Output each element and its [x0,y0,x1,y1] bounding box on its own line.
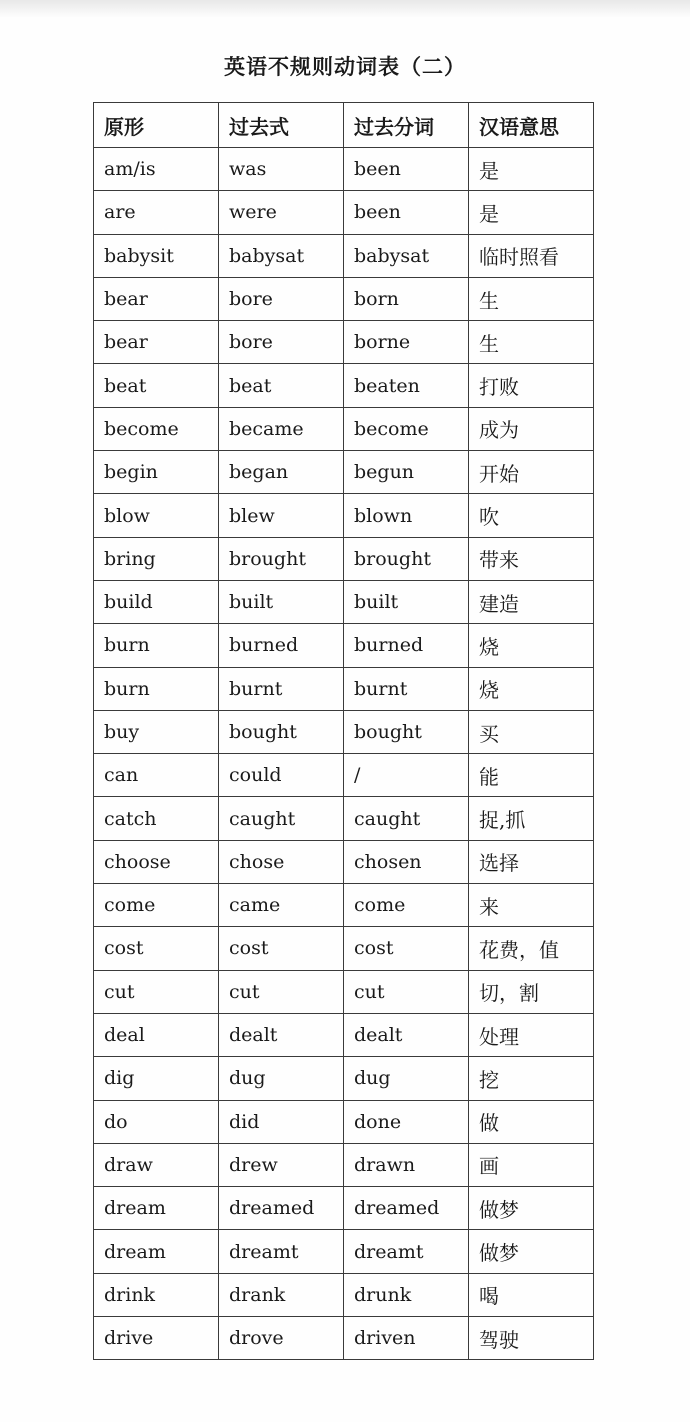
past-tense-cell: dreamed [219,1187,344,1230]
base-form-cell: begin [94,451,219,494]
past-tense-cell: drew [219,1143,344,1186]
past-participle-cell: caught [344,797,469,840]
chinese-meaning-cell: 做梦 [469,1187,594,1230]
base-form-cell: blow [94,494,219,537]
past-participle-cell: burned [344,624,469,667]
chinese-meaning-cell: 临时照看 [469,234,594,277]
chinese-meaning-cell: 来 [469,884,594,927]
past-tense-cell: blew [219,494,344,537]
table-row [94,1057,594,1100]
past-participle-cell: dealt [344,1013,469,1056]
table-row [94,1273,594,1316]
past-tense-cell: dreamt [219,1230,344,1273]
chinese-meaning-cell: 处理 [469,1013,594,1056]
header-row [94,103,594,148]
past-participle-cell: chosen [344,840,469,883]
chinese-meaning-cell: 画 [469,1143,594,1186]
base-form-cell: draw [94,1143,219,1186]
chinese-meaning-cell: 做 [469,1100,594,1143]
table-row [94,537,594,580]
past-participle-cell: borne [344,321,469,364]
base-form-cell: am/is [94,148,219,191]
chinese-meaning-cell: 做梦 [469,1230,594,1273]
past-tense-cell: built [219,580,344,623]
page-title: 英语不规则动词表（二） [224,54,466,79]
table-row [94,407,594,450]
chinese-meaning-cell: 是 [469,148,594,191]
chinese-meaning-cell: 切，割 [469,970,594,1013]
base-form-cell: beat [94,364,219,407]
header-base-form: 原形 [94,103,219,148]
chinese-meaning-cell: 驾驶 [469,1317,594,1360]
table-row [94,1317,594,1360]
table-row [94,148,594,191]
table-body [94,148,594,1360]
past-tense-cell: began [219,451,344,494]
chinese-meaning-cell: 喝 [469,1273,594,1316]
base-form-cell: dream [94,1187,219,1230]
table-row [94,1143,594,1186]
base-form-cell: come [94,884,219,927]
base-form-cell: buy [94,710,219,753]
past-participle-cell: been [344,191,469,234]
table-row [94,710,594,753]
past-participle-cell: dreamed [344,1187,469,1230]
table-row [94,277,594,320]
chinese-meaning-cell: 烧 [469,624,594,667]
past-participle-cell: brought [344,537,469,580]
base-form-cell: bring [94,537,219,580]
base-form-cell: cut [94,970,219,1013]
table-row [94,624,594,667]
base-form-cell: are [94,191,219,234]
past-participle-cell: dug [344,1057,469,1100]
chinese-meaning-cell: 生 [469,321,594,364]
past-participle-cell: begun [344,451,469,494]
base-form-cell: deal [94,1013,219,1056]
past-tense-cell: dug [219,1057,344,1100]
past-participle-cell: beaten [344,364,469,407]
base-form-cell: burn [94,667,219,710]
base-form-cell: choose [94,840,219,883]
chinese-meaning-cell: 打败 [469,364,594,407]
past-tense-cell: drove [219,1317,344,1360]
chinese-meaning-cell: 买 [469,710,594,753]
base-form-cell: do [94,1100,219,1143]
past-tense-cell: burnt [219,667,344,710]
chinese-meaning-cell: 是 [469,191,594,234]
chinese-meaning-cell: 能 [469,754,594,797]
base-form-cell: become [94,407,219,450]
chinese-meaning-cell: 建造 [469,580,594,623]
past-tense-cell: burned [219,624,344,667]
base-form-cell: bear [94,277,219,320]
table-row [94,234,594,277]
chinese-meaning-cell: 带来 [469,537,594,580]
past-participle-cell: dreamt [344,1230,469,1273]
chinese-meaning-cell: 捉,抓 [469,797,594,840]
past-tense-cell: chose [219,840,344,883]
table-row [94,927,594,970]
table-row [94,451,594,494]
past-tense-cell: cut [219,970,344,1013]
table-row [94,580,594,623]
past-tense-cell: beat [219,364,344,407]
past-participle-cell: come [344,884,469,927]
base-form-cell: babysit [94,234,219,277]
table-row [94,884,594,927]
chinese-meaning-cell: 生 [469,277,594,320]
chinese-meaning-cell: 吹 [469,494,594,537]
table-row [94,191,594,234]
past-tense-cell: caught [219,797,344,840]
past-tense-cell: could [219,754,344,797]
past-participle-cell: been [344,148,469,191]
base-form-cell: build [94,580,219,623]
past-participle-cell: driven [344,1317,469,1360]
base-form-cell: drink [94,1273,219,1316]
table-row [94,321,594,364]
past-participle-cell: / [344,754,469,797]
header-past-participle: 过去分词 [344,103,469,148]
past-tense-cell: became [219,407,344,450]
past-tense-cell: bore [219,321,344,364]
past-participle-cell: blown [344,494,469,537]
past-participle-cell: bought [344,710,469,753]
past-tense-cell: drank [219,1273,344,1316]
past-participle-cell: drawn [344,1143,469,1186]
table-row [94,754,594,797]
base-form-cell: dig [94,1057,219,1100]
table-row [94,364,594,407]
header-past-tense: 过去式 [219,103,344,148]
base-form-cell: bear [94,321,219,364]
table-row [94,1013,594,1056]
chinese-meaning-cell: 烧 [469,667,594,710]
table-row [94,1230,594,1273]
table-row [94,1187,594,1230]
past-participle-cell: drunk [344,1273,469,1316]
past-participle-cell: done [344,1100,469,1143]
past-participle-cell: become [344,407,469,450]
past-tense-cell: were [219,191,344,234]
table-row [94,494,594,537]
past-tense-cell: bore [219,277,344,320]
base-form-cell: burn [94,624,219,667]
top-shadow [0,0,690,18]
past-tense-cell: babysat [219,234,344,277]
chinese-meaning-cell: 选择 [469,840,594,883]
base-form-cell: drive [94,1317,219,1360]
past-tense-cell: dealt [219,1013,344,1056]
past-participle-cell: babysat [344,234,469,277]
irregular-verb-table [93,102,594,1360]
chinese-meaning-cell: 开始 [469,451,594,494]
base-form-cell: can [94,754,219,797]
chinese-meaning-cell: 挖 [469,1057,594,1100]
past-participle-cell: born [344,277,469,320]
past-tense-cell: brought [219,537,344,580]
table-row [94,667,594,710]
past-tense-cell: cost [219,927,344,970]
table-row [94,840,594,883]
past-participle-cell: cut [344,970,469,1013]
past-tense-cell: came [219,884,344,927]
past-tense-cell: bought [219,710,344,753]
past-tense-cell: did [219,1100,344,1143]
chinese-meaning-cell: 花费，值 [469,927,594,970]
table-row [94,970,594,1013]
table-row [94,1100,594,1143]
past-tense-cell: was [219,148,344,191]
past-participle-cell: cost [344,927,469,970]
past-participle-cell: burnt [344,667,469,710]
base-form-cell: dream [94,1230,219,1273]
base-form-cell: cost [94,927,219,970]
chinese-meaning-cell: 成为 [469,407,594,450]
table-row [94,797,594,840]
past-participle-cell: built [344,580,469,623]
header-chinese-meaning: 汉语意思 [469,103,594,148]
base-form-cell: catch [94,797,219,840]
